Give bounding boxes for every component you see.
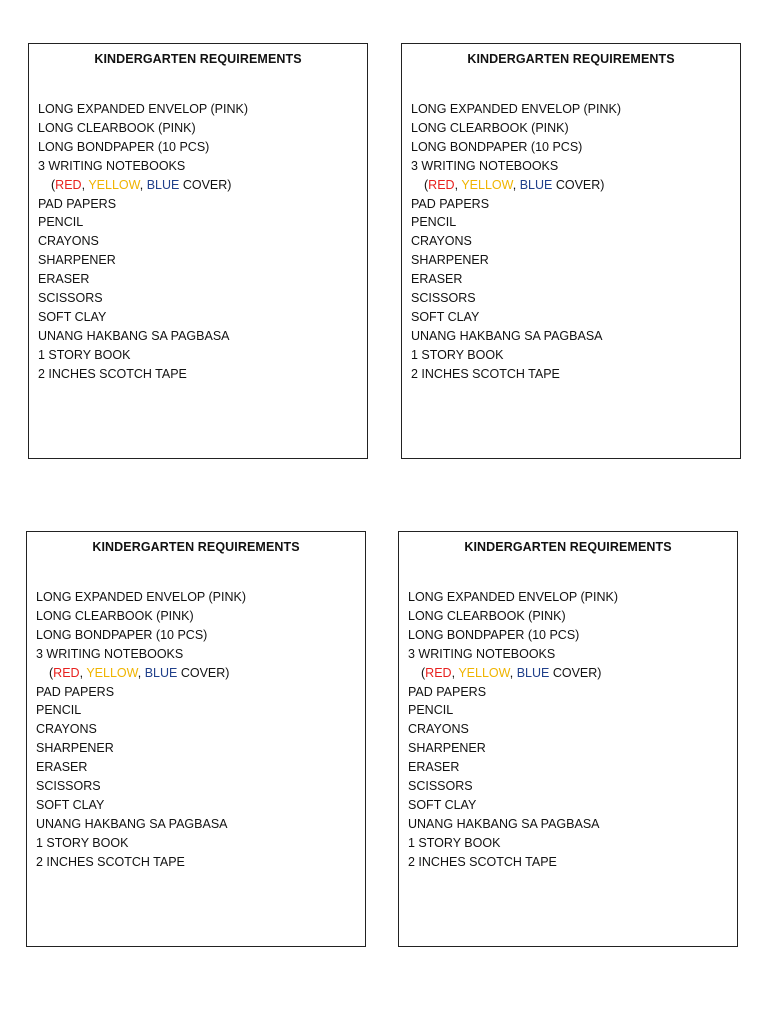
list-item: PAD PAPERS: [411, 196, 490, 211]
notebook-cover-colors: [408, 664, 618, 683]
cover-label: COVER): [179, 177, 232, 192]
list-item: SOFT CLAY: [408, 797, 477, 812]
list-item: LONG CLEARBOOK (PINK): [408, 608, 566, 623]
list-item: 2 INCHES SCOTCH TAPE: [411, 366, 560, 381]
list-item: ERASER: [411, 272, 463, 287]
list-item: 2 INCHES SCOTCH TAPE: [408, 854, 557, 869]
list-item: ERASER: [38, 272, 90, 287]
list-item: UNANG HAKBANG SA PAGBASA: [411, 328, 603, 343]
list-item: 2 INCHES SCOTCH TAPE: [38, 366, 187, 381]
list-item: UNANG HAKBANG SA PAGBASA: [36, 816, 228, 831]
list-item: 2 INCHES SCOTCH TAPE: [36, 854, 185, 869]
list-item: 1 STORY BOOK: [38, 347, 131, 362]
color-blue-label: BLUE: [516, 665, 550, 680]
list-item: SHARPENER: [38, 253, 116, 268]
list-item: SHARPENER: [408, 741, 486, 756]
list-item: ERASER: [408, 760, 460, 775]
separator: ,: [512, 177, 520, 192]
list-item: SOFT CLAY: [36, 797, 105, 812]
list-item: SHARPENER: [36, 741, 114, 756]
list-item: 3 WRITING NOTEBOOKS: [36, 646, 184, 661]
list-item: PAD PAPERS: [408, 684, 487, 699]
card-title: KINDERGARTEN REQUIREMENTS: [464, 540, 672, 554]
color-yellow-label: YELLOW: [458, 665, 510, 680]
list-item: 3 WRITING NOTEBOOKS: [411, 158, 559, 173]
list-item: SCISSORS: [38, 291, 103, 306]
separator: ,: [81, 177, 89, 192]
requirements-card: [26, 531, 366, 947]
list-item: PENCIL: [408, 703, 454, 718]
color-red-label: RED: [428, 177, 455, 192]
requirements-list: [36, 588, 246, 872]
card-title: KINDERGARTEN REQUIREMENTS: [467, 52, 675, 66]
list-item: CRAYONS: [408, 722, 469, 737]
requirements-list: [411, 100, 621, 384]
separator: ,: [137, 665, 145, 680]
color-red-label: RED: [55, 177, 82, 192]
list-item: PENCIL: [38, 215, 84, 230]
list-item: LONG BONDPAPER (10 PCS): [36, 627, 208, 642]
list-item: SCISSORS: [408, 779, 473, 794]
list-item: LONG CLEARBOOK (PINK): [38, 120, 196, 135]
color-blue-label: BLUE: [519, 177, 553, 192]
requirements-card: [401, 43, 741, 459]
list-item: CRAYONS: [38, 234, 99, 249]
list-item: 3 WRITING NOTEBOOKS: [408, 646, 556, 661]
cover-label: COVER): [177, 665, 230, 680]
list-item: CRAYONS: [411, 234, 472, 249]
color-yellow-label: YELLOW: [461, 177, 513, 192]
card-title: KINDERGARTEN REQUIREMENTS: [92, 540, 300, 554]
list-item: UNANG HAKBANG SA PAGBASA: [408, 816, 600, 831]
list-item: SOFT CLAY: [38, 309, 107, 324]
paren-open: (: [424, 177, 429, 192]
list-item: 1 STORY BOOK: [408, 835, 501, 850]
color-blue-label: BLUE: [146, 177, 180, 192]
list-item: LONG EXPANDED ENVELOP (PINK): [411, 102, 622, 116]
notebook-cover-colors: [38, 176, 248, 195]
list-item: LONG CLEARBOOK (PINK): [411, 120, 569, 135]
list-item: LONG CLEARBOOK (PINK): [36, 608, 194, 623]
list-item: UNANG HAKBANG SA PAGBASA: [38, 328, 230, 343]
list-item: PENCIL: [411, 215, 457, 230]
list-item: 3 WRITING NOTEBOOKS: [38, 158, 186, 173]
notebook-cover-colors: [411, 176, 621, 195]
separator: ,: [454, 177, 462, 192]
requirements-card: [28, 43, 368, 459]
list-item: SCISSORS: [411, 291, 476, 306]
paren-open: (: [49, 665, 54, 680]
cover-label: COVER): [552, 177, 605, 192]
requirements-list: [408, 588, 618, 872]
list-item: SCISSORS: [36, 779, 101, 794]
color-red-label: RED: [53, 665, 80, 680]
separator: ,: [451, 665, 459, 680]
list-item: ERASER: [36, 760, 88, 775]
list-item: LONG BONDPAPER (10 PCS): [411, 139, 583, 154]
list-item: LONG BONDPAPER (10 PCS): [408, 627, 580, 642]
list-item: SOFT CLAY: [411, 309, 480, 324]
separator: ,: [139, 177, 147, 192]
list-item: 1 STORY BOOK: [36, 835, 129, 850]
list-item: PAD PAPERS: [38, 196, 117, 211]
card-title: KINDERGARTEN REQUIREMENTS: [94, 52, 302, 66]
paren-open: (: [421, 665, 426, 680]
list-item: PENCIL: [36, 703, 82, 718]
requirements-card: [398, 531, 738, 947]
list-item: LONG BONDPAPER (10 PCS): [38, 139, 210, 154]
list-item: PAD PAPERS: [36, 684, 115, 699]
color-blue-label: BLUE: [144, 665, 178, 680]
notebook-cover-colors: [36, 664, 246, 683]
color-red-label: RED: [425, 665, 452, 680]
list-item: 1 STORY BOOK: [411, 347, 504, 362]
paren-open: (: [51, 177, 56, 192]
list-item: LONG EXPANDED ENVELOP (PINK): [408, 590, 619, 604]
separator: ,: [509, 665, 517, 680]
list-item: LONG EXPANDED ENVELOP (PINK): [38, 102, 249, 116]
color-yellow-label: YELLOW: [86, 665, 138, 680]
list-item: SHARPENER: [411, 253, 489, 268]
requirements-list: [38, 100, 248, 384]
separator: ,: [79, 665, 87, 680]
list-item: LONG EXPANDED ENVELOP (PINK): [36, 590, 247, 604]
cover-label: COVER): [549, 665, 602, 680]
list-item: CRAYONS: [36, 722, 97, 737]
color-yellow-label: YELLOW: [88, 177, 140, 192]
